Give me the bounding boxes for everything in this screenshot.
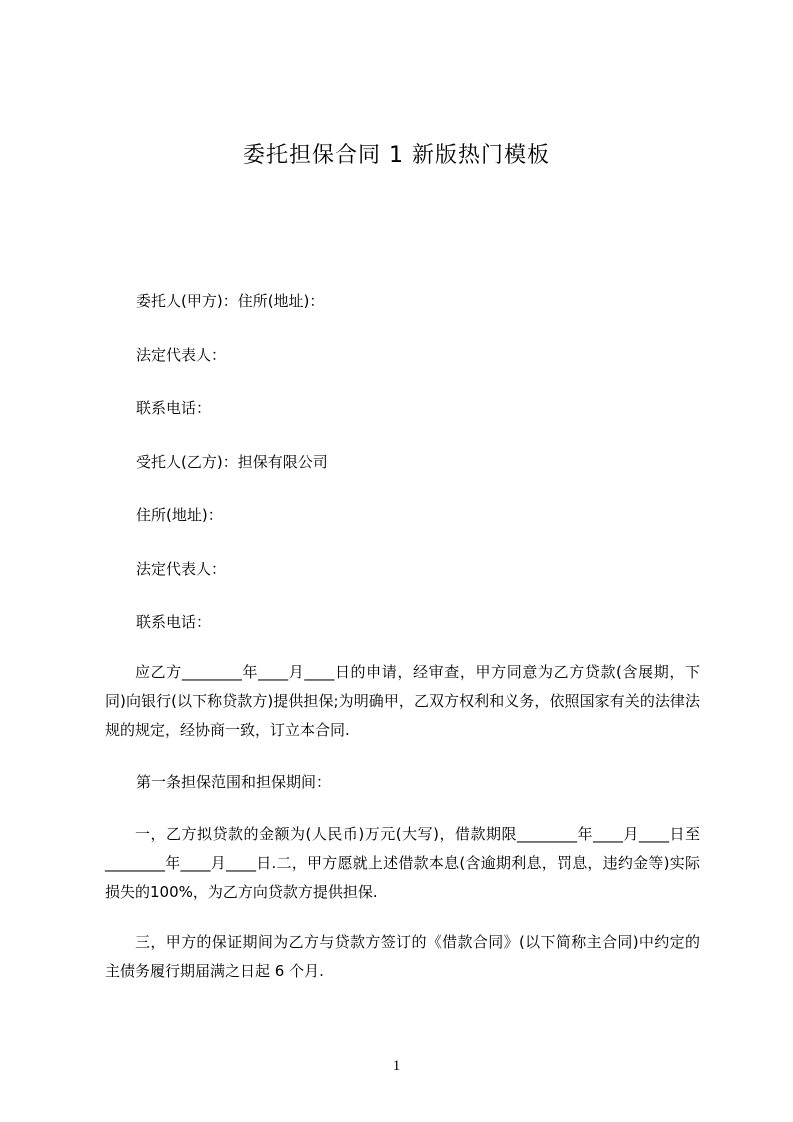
page-number: 1 [392, 1058, 401, 1074]
field-principal-address: 委托人(甲方)：住所(地址)： [136, 292, 325, 310]
field-phone-b: 联系电话： [136, 613, 212, 631]
field-legal-representative-a: 法定代表人： [136, 346, 227, 364]
article1-heading: 第一条担保范围和担保期间： [136, 773, 332, 791]
paragraph-article1-item1: 一，乙方拟贷款的金额为(人民币)万元(大写)，借款期限________年____月____日至________年____月____日.二，甲方愿就上述借款本息(含逾期利息，罚息，违约金等)实际损失的100%，为乙方向贷款方提供担保. [105, 825, 700, 901]
paragraph-article1-item3: 三，甲方的保证期间为乙方与贷款方签订的《借款合同》(以下简称主合同)中约定的主债务履行期届满之日起 6 个月. [105, 933, 700, 980]
field-phone-a: 联系电话： [136, 399, 212, 417]
field-legal-representative-b: 法定代表人： [136, 560, 227, 578]
field-trustee: 受托人(乙方)：担保有限公司 [136, 453, 328, 471]
field-address-b: 住所(地址)： [136, 506, 223, 524]
document-title: 委托担保合同 1 新版热门模板 [243, 143, 550, 168]
paragraph-intro: 应乙方________年____月____日的申请，经审查，甲方同意为乙方贷款(含展期，下同)向银行(以下称贷款方)提供担保;为明确甲，乙双方权利和义务，依照国家有关的法律法规的规定，经协商一致，订立本合同. [105, 663, 700, 739]
